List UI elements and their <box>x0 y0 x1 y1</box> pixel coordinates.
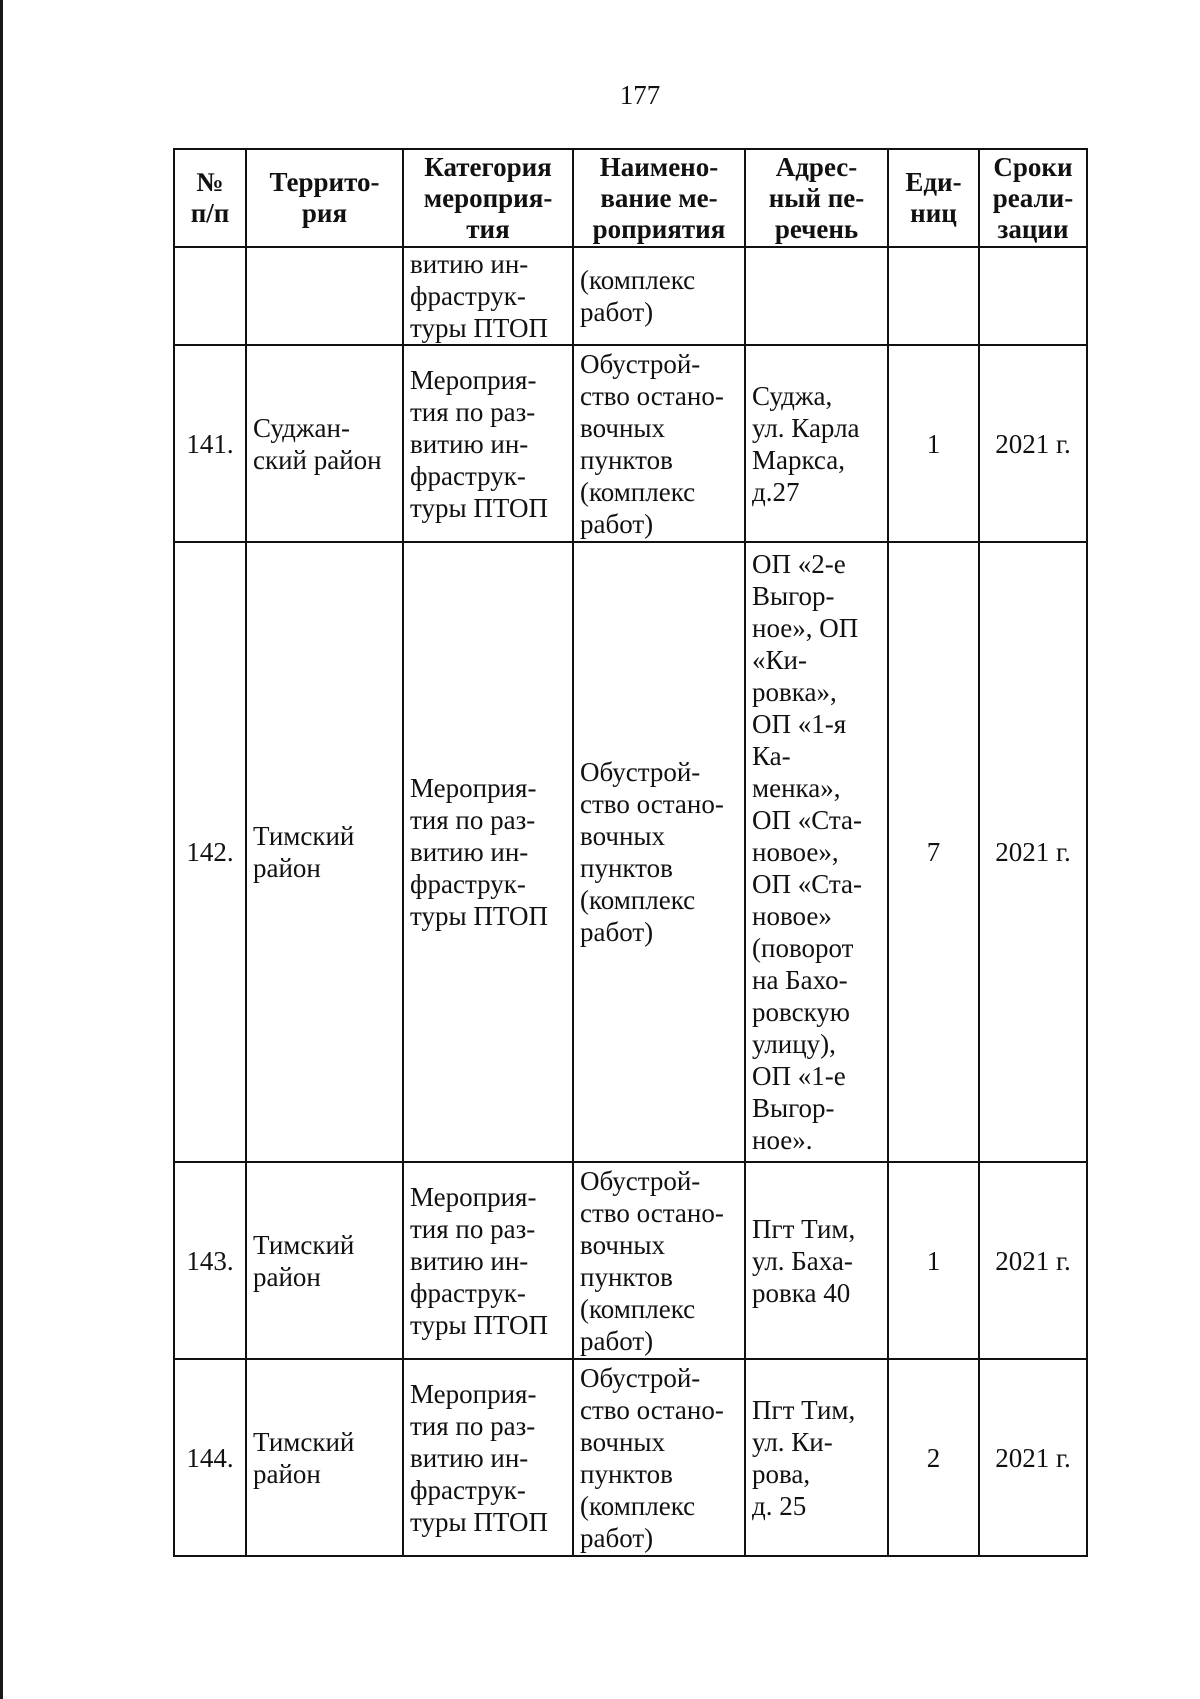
cell-empty <box>979 247 1087 345</box>
header-territory: Террито- рия <box>246 149 403 247</box>
cell-deadline: 2021 г. <box>979 1162 1087 1359</box>
cell-number: 144. <box>174 1359 246 1556</box>
cell-measure-name: (комплекс работ) <box>573 247 745 345</box>
cell-measure-name: Обустрой- ство остано- вочных пунктов (комплекс работ) <box>573 542 745 1162</box>
header-address-list: Адрес- ный пе- речень <box>745 149 888 247</box>
cell-address: Пгт Тим, ул. Баха- ровка 40 <box>745 1162 888 1359</box>
page-edge-line <box>0 0 3 1699</box>
table-row <box>174 1359 1087 1556</box>
cell-territory: Тимский район <box>246 542 403 1162</box>
table-row <box>174 1162 1087 1359</box>
cell-address: Пгт Тим, ул. Ки- рова, д. 25 <box>745 1359 888 1556</box>
cell-category: витию ин- фраструк- туры ПТОП <box>403 247 573 345</box>
cell-empty <box>745 247 888 345</box>
page-number: 177 <box>619 80 661 110</box>
cell-measure-name: Обустрой- ство остано- вочных пунктов (комплекс работ) <box>573 1162 745 1359</box>
cell-territory: Тимский район <box>246 1162 403 1359</box>
cell-units: 2 <box>888 1359 979 1556</box>
cell-empty <box>888 247 979 345</box>
cell-address: Суджа, ул. Карла Маркса, д.27 <box>745 345 888 542</box>
header-measure-name: Наимено- вание ме- роприятия <box>573 149 745 247</box>
cell-number: 142. <box>174 542 246 1162</box>
cell-number: 143. <box>174 1162 246 1359</box>
cell-territory: Тимский район <box>246 1359 403 1556</box>
header-row <box>174 149 1087 247</box>
header-deadline: Сроки реали- зации <box>979 149 1087 247</box>
header-category: Категория мероприя- тия <box>403 149 573 247</box>
table-row <box>174 345 1087 542</box>
cell-units: 1 <box>888 345 979 542</box>
cell-measure-name: Обустрой- ство остано- вочных пунктов (комплекс работ) <box>573 1359 745 1556</box>
continuation-row <box>174 247 1087 345</box>
cell-territory: Суджан- ский район <box>246 345 403 542</box>
cell-units: 7 <box>888 542 979 1162</box>
cell-deadline: 2021 г. <box>979 542 1087 1162</box>
cell-address: ОП «2-е Выгор- ное», ОП «Ки- ровка», ОП «1-я Ка- менка», ОП «Ста- новое», ОП «Ста- новое» (поворот на Бахо- ровскую улицу), ОП «1-е Выгор- ное». <box>745 542 888 1162</box>
cell-empty <box>246 247 403 345</box>
cell-category: Мероприя- тия по раз- витию ин- фраструк- туры ПТОП <box>403 1162 573 1359</box>
header-number: № п/п <box>174 149 246 247</box>
cell-deadline: 2021 г. <box>979 345 1087 542</box>
cell-category: Мероприя- тия по раз- витию ин- фраструк- туры ПТОП <box>403 345 573 542</box>
cell-empty <box>174 247 246 345</box>
cell-deadline: 2021 г. <box>979 1359 1087 1556</box>
cell-measure-name: Обустрой- ство остано- вочных пунктов (комплекс работ) <box>573 345 745 542</box>
cell-category: Мероприя- тия по раз- витию ин- фраструк- туры ПТОП <box>403 1359 573 1556</box>
cell-category: Мероприя- тия по раз- витию ин- фраструк- туры ПТОП <box>403 542 573 1162</box>
cell-number: 141. <box>174 345 246 542</box>
table-row <box>174 542 1087 1162</box>
cell-units: 1 <box>888 1162 979 1359</box>
header-units: Еди- ниц <box>888 149 979 247</box>
measures-table <box>173 148 1088 1557</box>
